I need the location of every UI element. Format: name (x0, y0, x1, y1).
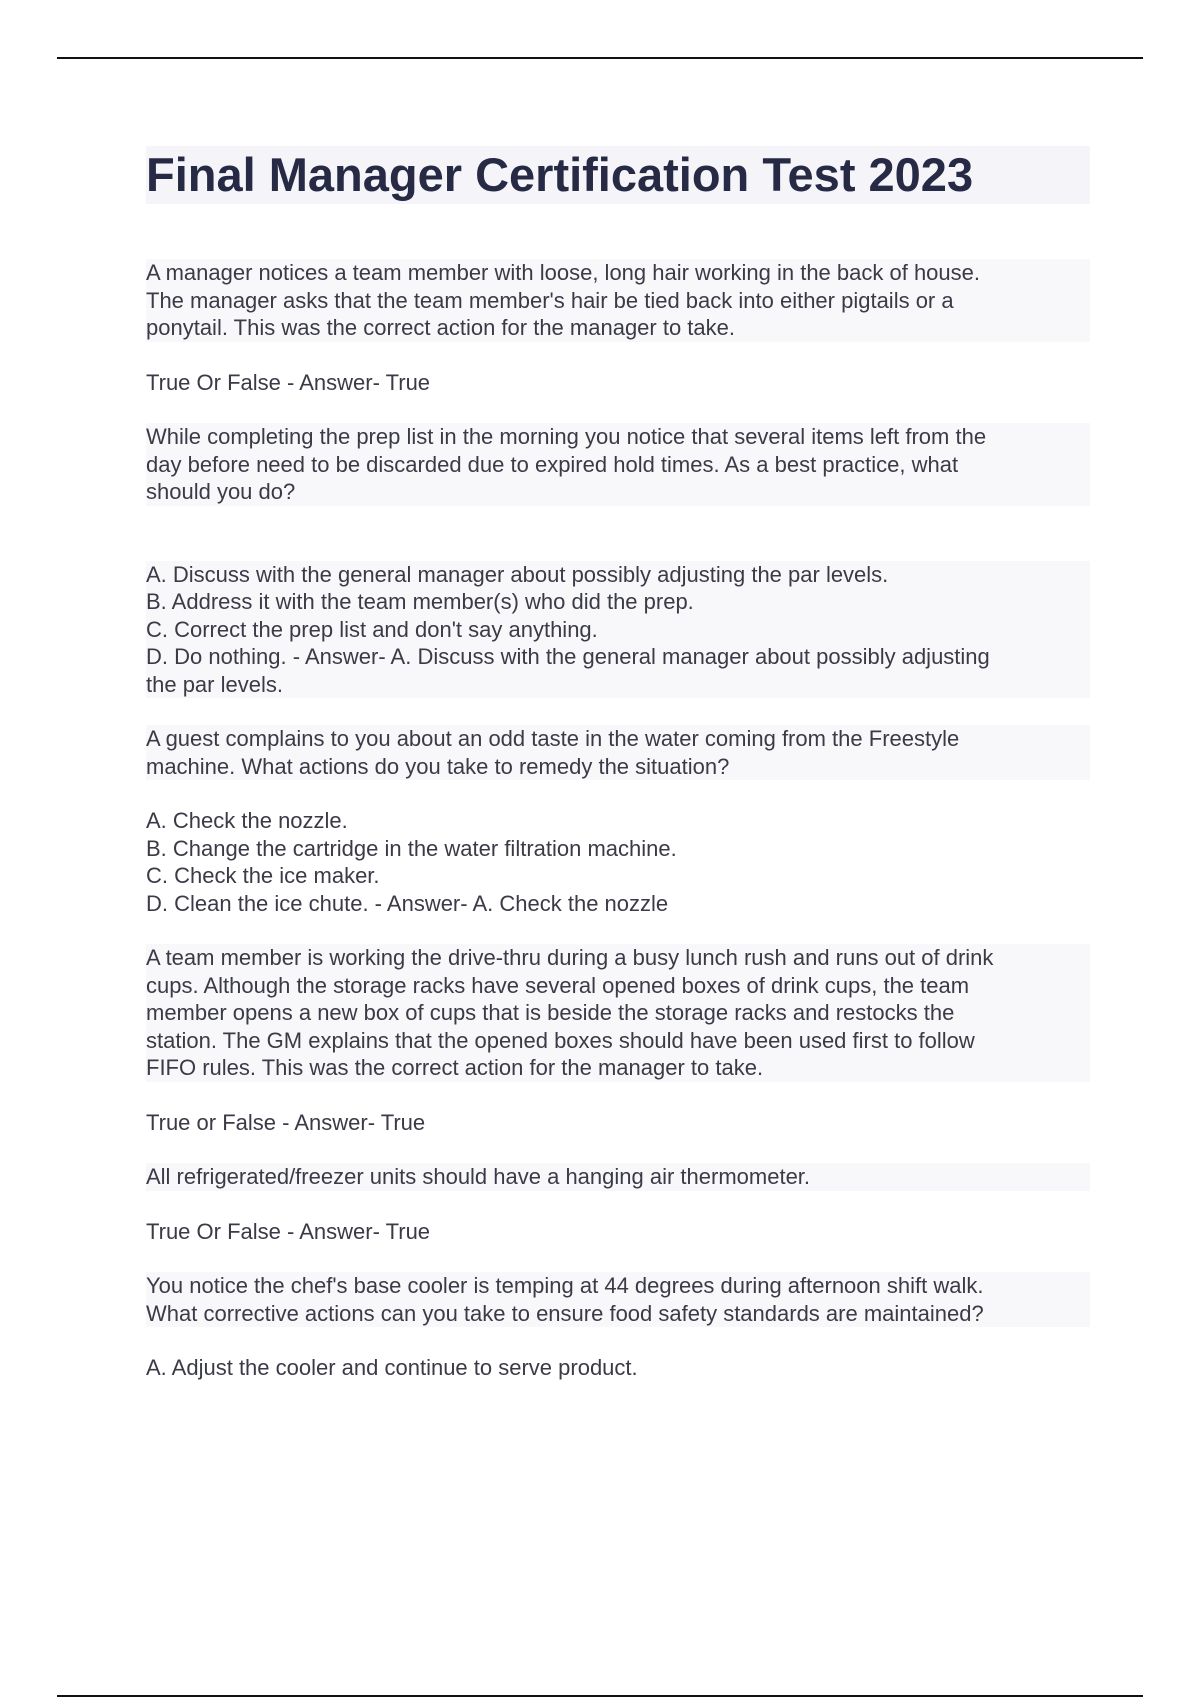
question-5-text: All refrigerated/freezer units should have a hanging air thermometer. (146, 1163, 1090, 1191)
question-2-text: While completing the prep list in the morning you notice that several items left from the day before need to be discarded due to expired hold times. As a best practice, what should you do? (146, 423, 1090, 506)
question-3-text: A guest complains to you about an odd taste in the water coming from the Freestyle machine. What actions do you take to remedy the situation? (146, 725, 1090, 780)
question-4-answer: True or False - Answer- True (146, 1109, 426, 1135)
document-body (146, 146, 1090, 1382)
question-6-option-a: A. Adjust the cooler and continue to serve product. (146, 1355, 638, 1380)
question-5-answer: True Or False - Answer- True (146, 1218, 431, 1244)
question-3-options-answer: A. Check the nozzle. B. Change the cartridge in the water filtration machine. C. Check the ice maker. D. Clean the ice chute. - Answer- A. Check the nozzle (146, 808, 677, 916)
top-rule (57, 57, 1143, 59)
bottom-rule (57, 1695, 1143, 1697)
question-list (146, 259, 1090, 1382)
question-2-options-answer: A. Discuss with the general manager about possibly adjusting the par levels. B. Address it with the team member(s) who did the prep. C. Correct the prep list and don't say anything. D. Do nothing. - Answer- A. Discuss with the general manager about possibly adjusting the par levels. (146, 561, 1090, 699)
question-6-text: You notice the chef's base cooler is temping at 44 degrees during afternoon shift walk. What corrective actions can you take to ensure food safety standards are maintained? (146, 1272, 1090, 1327)
question-1-answer: True Or False - Answer- True (146, 369, 431, 395)
question-1-text: A manager notices a team member with loose, long hair working in the back of house. The manager asks that the team member's hair be tied back into either pigtails or a ponytail. This was the correct action for the manager to take. (146, 259, 1090, 342)
page-title: Final Manager Certification Test 2023 (146, 146, 1090, 204)
question-4-text: A team member is working the drive-thru during a busy lunch rush and runs out of drink cups. Although the storage racks have several opened boxes of drink cups, the team member opens a new box of cups that is beside the storage racks and restocks the station. The GM explains that the opened boxes should have been used first to follow FIFO rules. This was the correct action for the manager to take. (146, 944, 1090, 1082)
